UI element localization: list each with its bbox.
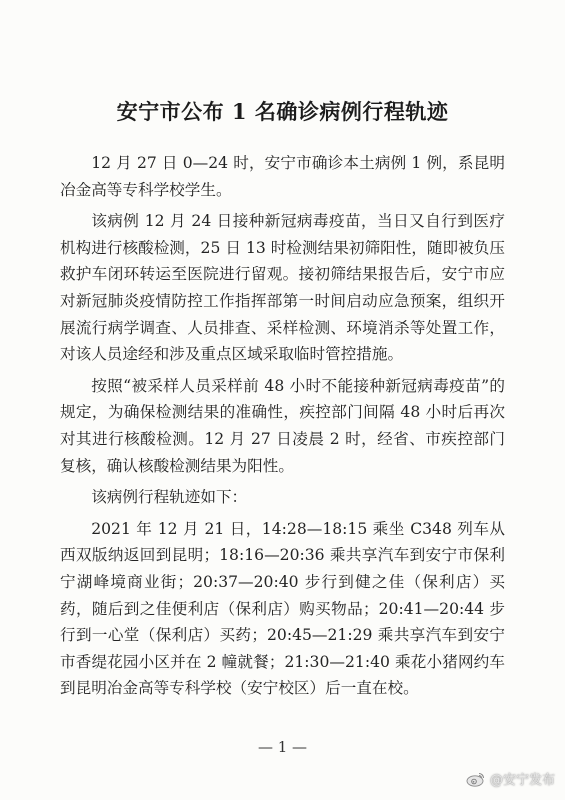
weibo-icon [466,771,486,787]
watermark [466,769,555,788]
paragraph-2: 该病例 12 月 24 日接种新冠病毒疫苗，当日又自行到医疗机构进行核酸检测，25 日 13 时检测结果初筛阳性，随即被负压救护车闭环转运至医院进行留观。接初筛结果报告后，安宁市应对新冠肺炎疫情防控工作指挥部第一时间启动应急预案，组织开展流行病学调查、人员排查、采样检测、环境消杀等处置工作，对该人员途经和涉及重点区域采取临时管控措施。 [60,212,505,364]
paragraph-4: 该病例行程轨迹如下： [91,488,248,507]
document-title: 安宁市公布 1 名确诊病例行程轨迹 [116,99,449,124]
paragraph-1: 12 月 27 日 0—24 时，安宁市确诊本土病例 1 例，系昆明冶金高等专科学校学生。 [60,154,505,199]
watermark-text: @安宁发布 [489,773,555,788]
document-body [60,150,505,707]
paragraph-3: 按照“被采样人员采样前 48 小时不能接种新冠病毒疫苗”的规定，为确保检测结果的准确性，疾控部门间隔 48 小时后再次对其进行核酸检测。12 月 27 日凌晨 2 时，经省、市疾控部门复核，确认核酸检测结果为阳性。 [60,376,505,475]
page-number: — 1 — [257,738,308,756]
paragraph-5: 2021 年 12 月 21 日，14:28—18:15 乘坐 C348 列车从西双版纳返回到昆明；18:16—20:36 乘共享汽车到安宁市保利宁湖峰境商业街；20:37—20:40 步行到健之佳（保利店）买药，随后到之佳便利店（保利店）购买物品；20:41—20:44 步行到一心堂（保利店）买药；20:45—21:29 乘共享汽车到安宁市香缇花园小区并在 2 幢就餐；21:30—21:40 乘花小猪网约车到昆明冶金高等专科学校（安宁校区）后一直在校。 [60,519,505,698]
